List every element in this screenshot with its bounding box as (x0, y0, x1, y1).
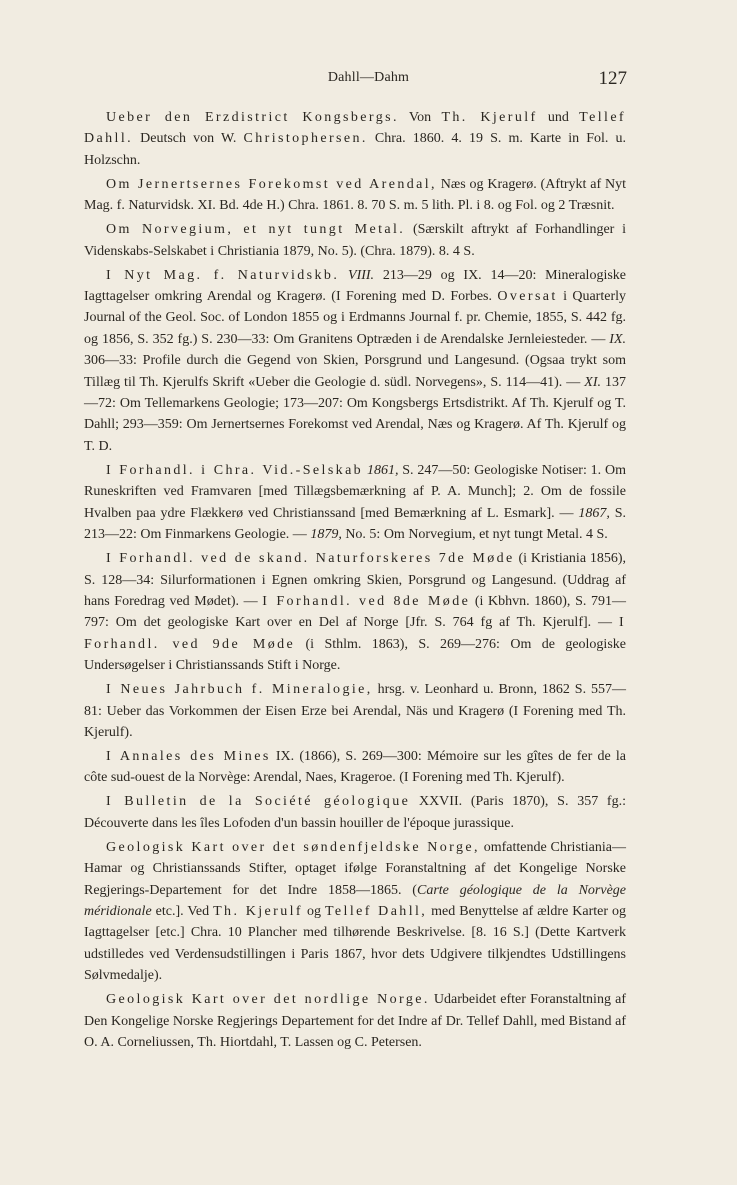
italic-text: 1879, (310, 527, 342, 543)
spaced-title: Th. Kjerulf (213, 903, 303, 919)
italic-text: VIII. (348, 267, 375, 283)
spaced-title: Christophersen. (243, 131, 368, 147)
entry-text: 306—33: Profile durch die Gegend von Skien, Porsgrund und Langesund. (Ogsaa trykt som Tillæg til Th. Kjerulfs Skrift «Ueber die Geologie d. südl. Norvegens», S. 114—41). — (84, 353, 626, 390)
entry-text: S. 213—22: Om Finmarkens Geologie. — (84, 505, 626, 543)
italic-text: IX. (609, 331, 626, 347)
entry-text: i Quarterly Journal of the Geol. Soc. of London 1855 og i Erdmanns Journal f. pr. Chemie, 1855, S. 442 fg. og 1856, S. 352 fg.) S. 230—33: Om Granitens Optræden i de Arendalske Jernleiesteder. — (84, 289, 626, 347)
spaced-title: Ueber den Erzdistrict Kongsbergs. (106, 110, 399, 125)
entry-text: IX. (1866), S. 269—300: Mémoire sur les gîtes de fer de la côte sud-ouest de la Norvège: Arendal, Naes, Krageroe. (I Forening med Th. Kjerulf). (84, 748, 626, 786)
entry-text (339, 268, 348, 283)
spaced-title: I Forhandl. ved 9de Møde (84, 615, 626, 652)
italic-text: Carte géologique de la Norvège méridionale (84, 882, 626, 919)
bibliography-entry (84, 265, 626, 458)
spaced-title: Geologisk Kart over det nordlige Norge. (106, 992, 430, 1008)
spaced-title: I Forhandl. ved 8de Møde (262, 593, 471, 609)
page-number: 127 (598, 68, 627, 89)
italic-text: XI. (584, 374, 601, 390)
page-header (0, 64, 737, 90)
entry-text: Udarbeidet efter Foranstaltning af Den Kongelige Norske Regjerings Departement for det Indre af Dr. Tellef Dahll, med Bistand af O. A. Corneliussen, Th. Hiortdahl, T. Lassen og C. Petersen. (84, 992, 626, 1050)
spaced-title: Tellef Dahll. (84, 110, 626, 147)
bibliography-entry (84, 460, 626, 546)
spaced-title: I Bulletin de la Société géologique (106, 794, 411, 810)
spaced-title: I Annales des Mines (106, 748, 271, 764)
bibliography-entry (84, 107, 626, 171)
entry-text: Næs og Kragerø. (Aftrykt af Nyt Mag. f. Naturvidsk. XI. Bd. 4de H.) Chra. 1861. 8. 70 S. m. 5 lith. Pl. i 8. og Fol. og 2 Træsnit. (84, 176, 626, 214)
spaced-title: Th. Kjerulf (441, 110, 538, 125)
entry-text: omfattende Christiania—Hamar og Christianssands Stifter, optaget ifølge Foranstaltning af det Kongelige Norske Regjerings-Departement for det Indre 1858—1865. ( (84, 839, 626, 898)
bibliography-entry (84, 679, 626, 743)
entry-text: Chra. 1860. 4. 19 S. m. Karte in Fol. u. Holzschn. (84, 131, 626, 168)
entry-text: etc.]. Ved (151, 903, 214, 919)
entry-text: 137—72: Om Tellemarkens Geologie; 173—207: Om Kongsbergs Ertsdistrikt. Af Th. Kjerulf og T. Dahll; 293—359: Om Jernertsernes Forekomst ved Arendal, Næs og Kragerø. Af Th. Kjerulf og T. D. (84, 374, 626, 454)
bibliography-entry (84, 989, 626, 1053)
spaced-title: I Nyt Mag. f. Naturvidskb. (106, 267, 340, 283)
bibliography-body (84, 107, 626, 1056)
bibliography-entry (84, 219, 626, 262)
entry-text: med Benyttelse af ældre Karter og Iagttagelser [etc.] Chra. 10 Plancher med tilhørende Beskrivelse. [8. 16 S.] (Dette Kartverk udstilledes ved Verdensudstillingen i Paris 1867, hvor dets Udgivere tilkjendtes Udstillingens Sølvmedalje). (84, 903, 627, 984)
spaced-title: Om Jernertsernes Forekomst ved Arendal, (106, 176, 437, 192)
bibliography-entry (84, 746, 626, 789)
entry-text: (i Kristiania 1856), S. 128—34: Silurformationen i Egnen omkring Skien, Porsgrund og Langesund. (Uddrag af hans Foredrag ved Mødet). — (84, 551, 627, 609)
spaced-title: Oversat (497, 289, 558, 305)
spaced-title: Om Norvegium, et nyt tungt Metal. (106, 222, 406, 238)
entry-text: og (302, 903, 325, 919)
spaced-title: I Neues Jahrbuch f. Mineralogie, (106, 682, 373, 698)
bibliography-entry (84, 548, 626, 676)
entry-text: XXVII. (Paris 1870), S. 357 fg.: Découverte dans les îles Lofoden d'un bassin houiller de l'époque jurassique. (84, 794, 626, 831)
entry-text: No. 5: Om Norvegium, et nyt tungt Metal. 4 S. (341, 527, 608, 543)
italic-text: 1861, (366, 462, 399, 478)
spaced-title: Geologisk Kart over det søndenfjeldske Norge, (106, 839, 480, 855)
running-head: Dahll—Dahm (327, 70, 410, 85)
entry-text: Von (398, 110, 442, 125)
entry-text: hrsg. v. Leonhard u. Bronn, 1862 S. 557—81: Ueber das Vorkommen der Eisen Erze bei Arendal, Näs und Kragerø (I Forening med Th. Kjerulf). (84, 682, 626, 740)
entry-text: und (537, 110, 580, 125)
entry-text: Deutsch von W. (133, 131, 244, 147)
bibliography-entry (84, 174, 626, 217)
bibliography-entry (84, 791, 626, 834)
entry-text: (i Kbhvn. 1860), S. 791—797: Om det geologiske Kart over en Del af Norge [Jfr. S. 764 fg af Th. Kjerulf]. — (84, 593, 626, 631)
entry-text: 213—29 og IX. 14—20: Mineralogiske Iagttagelser omkring Arendal og Kragerø. (I Forening med D. Forbes. (84, 267, 626, 305)
spaced-title: I Forhandl. i Chra. Vid.-Selskab (106, 462, 364, 478)
italic-text: 1867, (578, 505, 610, 521)
entry-text: S. 247—50: Geologiske Notiser: 1. Om Runeskriften ved Framvaren [med Tillægsbemærkning af P. A. Munch]; 2. Om de fossile Hvalben paa ydre Flækkerø ved Christianssand [med Bemærkning af L. Esmark]. — (84, 462, 627, 521)
entry-text: (Særskilt aftrykt af Forhandlinger i Videnskabs-Selskabet i Christiania 1879, No. 5). (Chra. 1879). 8. 4 S. (84, 222, 626, 259)
bibliography-entry (84, 837, 626, 987)
spaced-title: Tellef Dahll, (324, 903, 428, 919)
spaced-title: I Forhandl. ved de skand. Naturforskeres 7de Møde (106, 551, 515, 567)
entry-text: (i Sthlm. 1863), S. 269—276: Om de geologiske Undersøgelser i Christianssands Stift i Norge. (84, 636, 626, 674)
